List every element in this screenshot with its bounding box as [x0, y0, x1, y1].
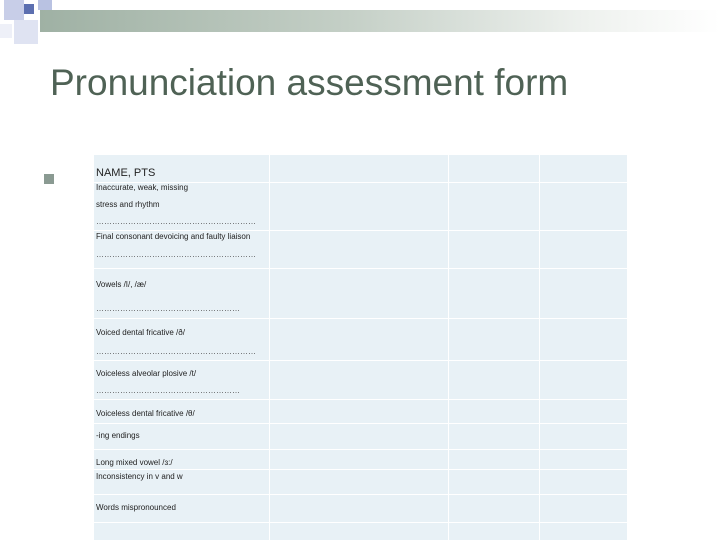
column-divider [539, 155, 540, 540]
criterion-voiced-dental-dots: …………………………………………………… [96, 347, 256, 356]
row-divider [94, 494, 627, 495]
column-divider [448, 155, 449, 540]
decor-square-3 [14, 20, 38, 44]
decor-square-5 [38, 0, 52, 10]
criterion-vowels: Vowels /I/, /æ/ [96, 280, 147, 289]
criterion-stress-rhythm-dots: …………………………………………………… [96, 217, 256, 226]
slide-title: Pronunciation assessment form [50, 62, 569, 103]
decor-square-1 [4, 0, 24, 20]
criterion-voiced-dental: Voiced dental fricative /ð/ [96, 328, 185, 337]
criterion-voiceless-dental: Voiceless dental fricative /θ/ [96, 409, 195, 418]
criterion-stress-rhythm-line-1: Inaccurate, weak, missing [96, 183, 189, 192]
assessment-table [94, 155, 627, 540]
table-header-name: NAME, PTS [96, 168, 156, 178]
row-divider [94, 318, 627, 319]
decor-square-4 [0, 24, 12, 38]
column-divider [269, 155, 270, 540]
row-divider [94, 449, 627, 450]
title-bar-gradient [40, 10, 720, 32]
criterion-voiceless-alveolar: Voiceless alveolar plosive /t/ [96, 369, 197, 378]
bullet-square-icon [44, 174, 54, 184]
criterion-v-w: Inconsistency in v and w [96, 472, 183, 481]
criterion-final-consonant-dots: …………………………………………………… [96, 250, 256, 259]
row-divider [94, 268, 627, 269]
row-divider [94, 423, 627, 424]
criterion-voiceless-alveolar-dots: ……………………………………………… [96, 386, 240, 395]
criterion-ing-endings: -ing endings [96, 431, 140, 440]
criterion-final-consonant: Final consonant devoicing and faulty liaison [96, 232, 251, 241]
row-divider [94, 522, 627, 523]
row-divider [94, 230, 627, 231]
row-divider [94, 360, 627, 361]
criterion-words-mispronounced: Words mispronounced [96, 503, 176, 512]
row-divider [94, 469, 627, 470]
criterion-stress-rhythm-line-2: stress and rhythm [96, 200, 160, 209]
decor-square-2 [24, 4, 34, 14]
criterion-long-mixed-vowel: Long mixed vowel /ɜ:/ [96, 458, 173, 467]
criterion-vowels-dots: ……………………………………………… [96, 304, 240, 313]
row-divider [94, 399, 627, 400]
